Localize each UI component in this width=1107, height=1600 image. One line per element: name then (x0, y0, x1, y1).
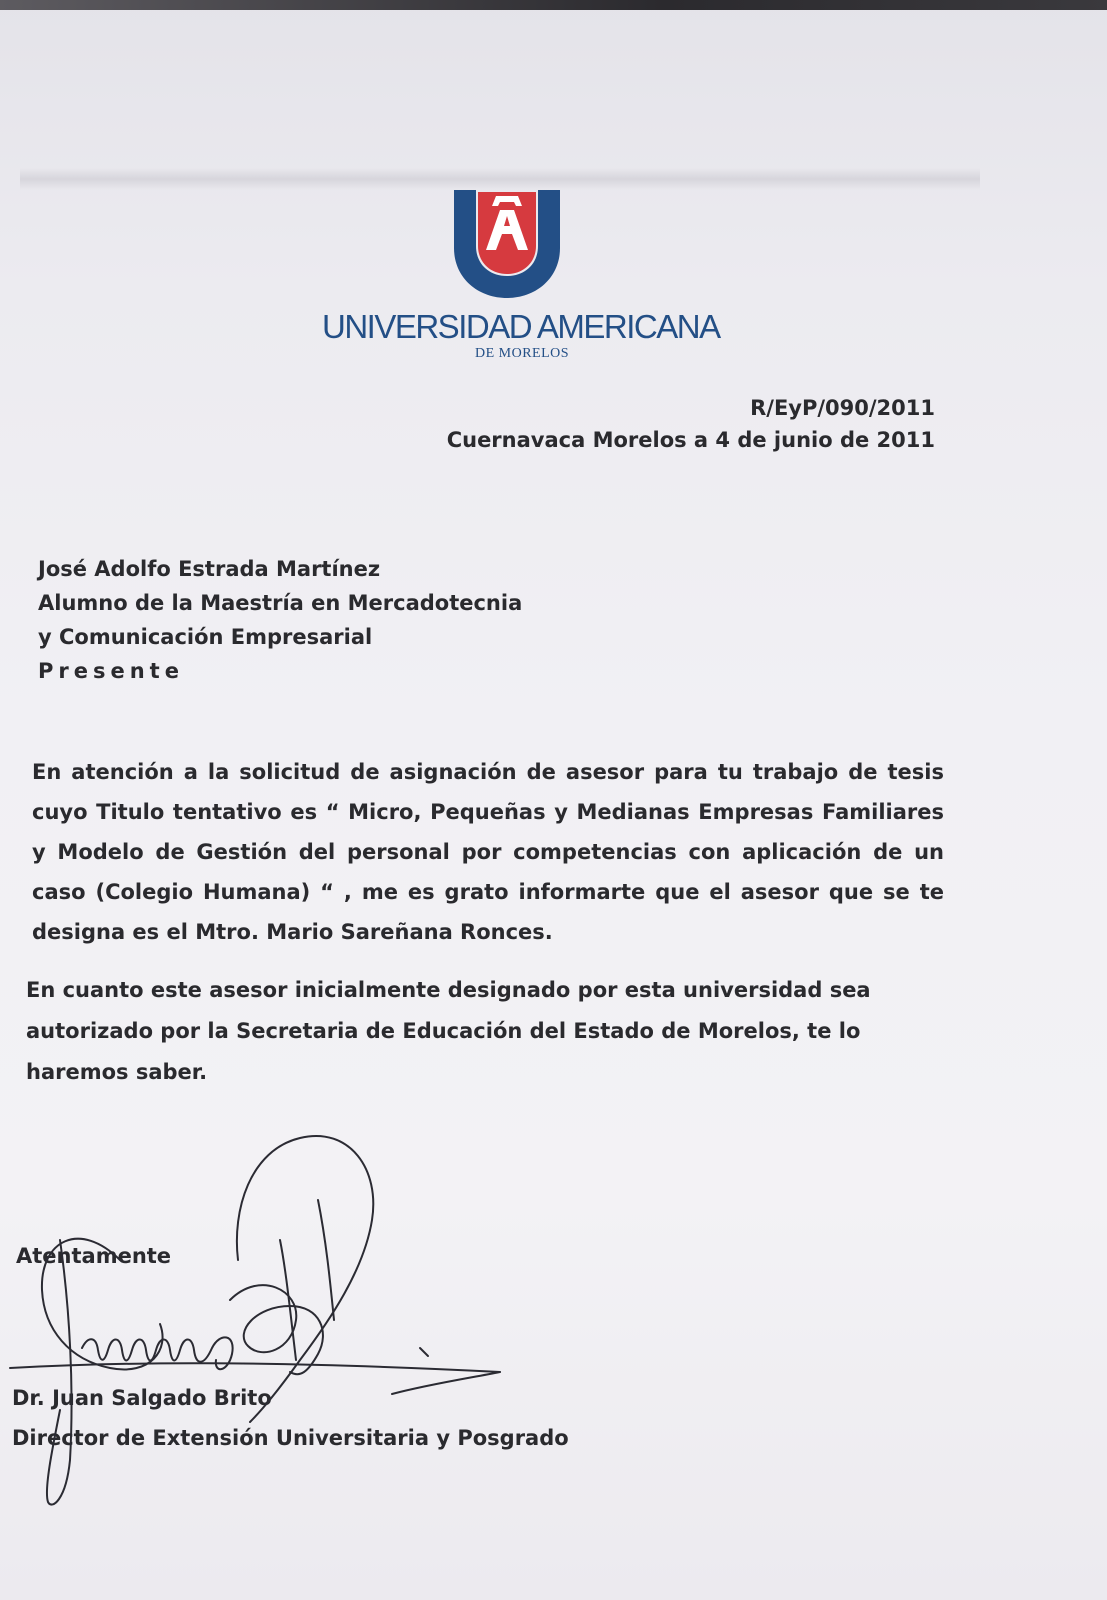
body-paragraph-1 (32, 752, 944, 952)
place-date: Cuernavaca Morelos a 4 de junio de 2011 (446, 428, 935, 452)
paper-top-edge (0, 0, 1107, 10)
paragraph-line: y Modelo de Gestión del personal por competencias con aplicación de un (32, 840, 944, 864)
paper-fold-shadow (20, 168, 980, 190)
addressee-name: José Adolfo Estrada Martínez (38, 557, 381, 581)
addressee-line-3: y Comunicación Empresarial (38, 625, 373, 649)
reference-block (447, 392, 935, 456)
body-paragraph-2 (26, 970, 906, 1093)
addressee-line-2: Alumno de la Maestría en Mercadotecnia (38, 591, 523, 615)
signer-name: Dr. Juan Salgado Brito (12, 1386, 272, 1410)
paragraph-line: autorizado por la Secretaria de Educación del Estado de Morelos, te lo (26, 1019, 861, 1043)
paragraph-line: cuyo Titulo tentativo es “ Micro, Pequeñas y Medianas Empresas Familiares (32, 800, 944, 824)
paragraph-line: haremos saber. (26, 1060, 208, 1084)
university-shield-logo-icon (452, 188, 562, 300)
reference-number: R/EyP/090/2011 (750, 396, 935, 420)
university-letterhead (322, 188, 720, 368)
handwritten-signature-icon (0, 1110, 560, 1530)
institution-name: UNIVERSIDAD AMERICANA (322, 308, 720, 345)
addressee-block (38, 552, 522, 688)
paragraph-line: caso (Colegio Humana) “ , me es grato informarte que el asesor que se te (32, 880, 944, 904)
signer-title: Director de Extensión Universitaria y Posgrado (12, 1426, 569, 1450)
paragraph-line: En atención a la solicitud de asignación de asesor para tu trabajo de tesis (32, 760, 944, 784)
closing-salutation: Atentamente (16, 1244, 172, 1268)
paragraph-line: designa es el Mtro. Mario Sareñana Ronces. (32, 920, 553, 944)
addressee-greeting: Presente (38, 659, 184, 683)
institution-subtitle: DE MORELOS (474, 346, 570, 361)
paragraph-line: En cuanto este asesor inicialmente designado por esta universidad sea (26, 978, 871, 1002)
